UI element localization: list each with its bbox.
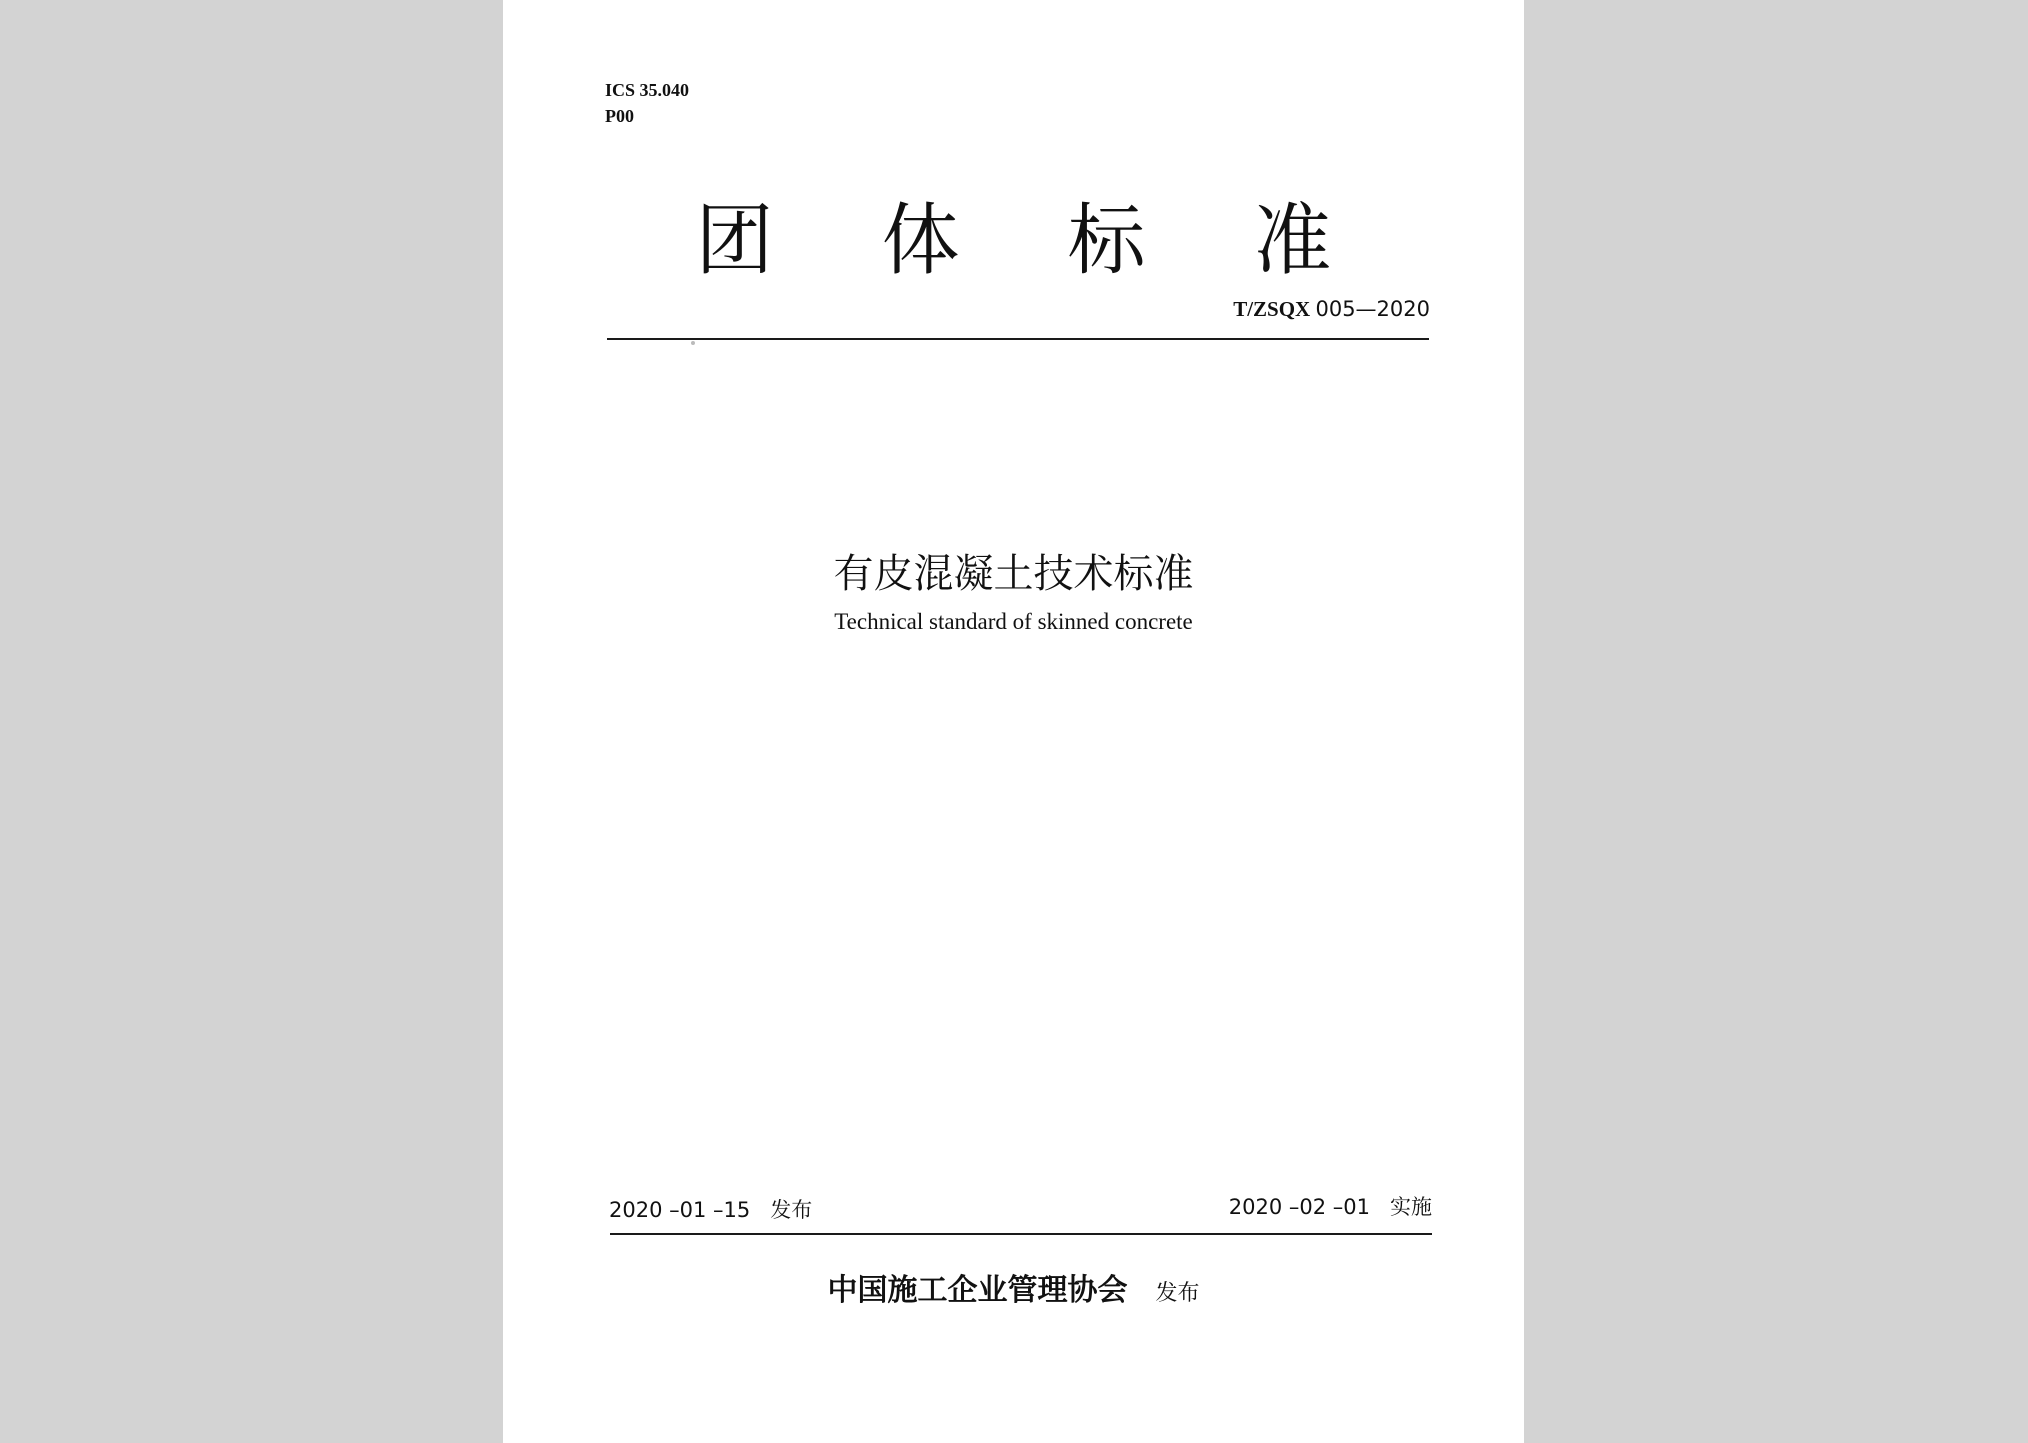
standard-number-prefix: T/ZSQX: [1233, 297, 1311, 321]
publisher-label: 发布: [1155, 1281, 1200, 1306]
standard-number-suffix: 005—2020: [1315, 297, 1430, 321]
publisher-line: [503, 1265, 1524, 1309]
issue-date: 2020 –01 –15: [609, 1198, 751, 1222]
issue-label: 发布: [770, 1198, 813, 1222]
implementation-date-line: [1229, 1191, 1432, 1221]
publisher-organization: 中国施工企业管理协会: [827, 1273, 1128, 1308]
header-divider: [607, 338, 1429, 340]
standard-type-title: 团体标准: [695, 196, 1440, 286]
scan-speck: [691, 341, 695, 345]
title-english: Technical standard of skinned concrete: [834, 609, 1193, 634]
issue-date-line: [609, 1194, 812, 1224]
ics-code: ICS 35.040: [605, 80, 690, 100]
classification-code: P00: [605, 106, 634, 126]
footer-divider: [610, 1233, 1432, 1235]
implementation-label: 实施: [1390, 1195, 1432, 1219]
document-page: [503, 0, 1524, 1443]
implementation-date: 2020 –02 –01: [1228, 1195, 1370, 1219]
standard-number: [1233, 297, 1430, 322]
title-chinese: 有皮混凝土技术标准: [833, 551, 1194, 597]
